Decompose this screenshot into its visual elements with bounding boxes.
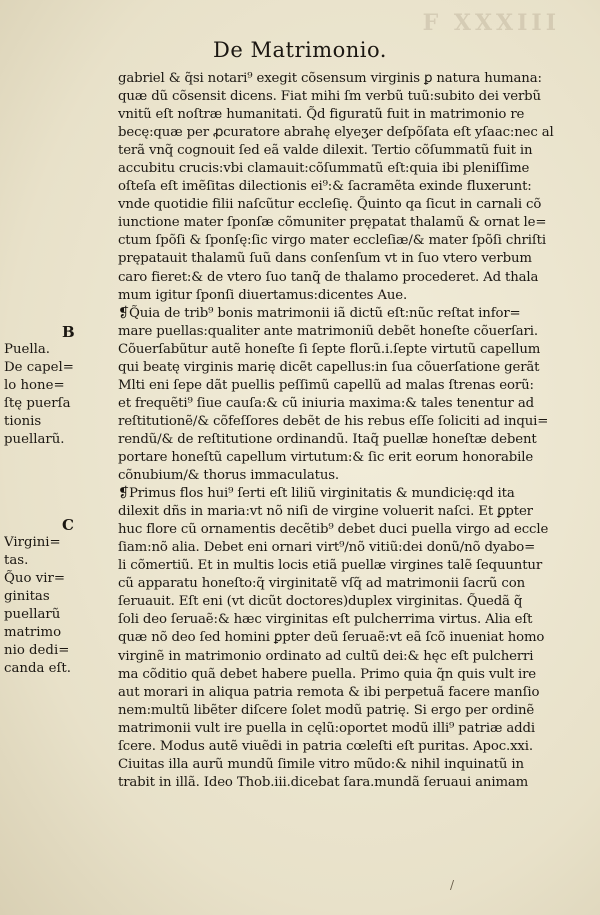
text-line: reſtitutionẽ/& cõfeſſores debẽt de his rebus eſſe ſoliciti ad inqui=	[118, 413, 549, 429]
text-line: ſeruauit. Eſt eni (vt dicũt doctores)duplex virginitas. Q̃uedã q̃	[118, 594, 523, 610]
text-line: ſcere. Modus autẽ viuẽdi in patria cœleſti eſt puritas. Apoc.xxi.	[118, 738, 533, 754]
page-header: De Matrimonio.	[213, 38, 387, 62]
bottom-mark: /	[450, 878, 455, 892]
text-line: Mlti eni ſepe dãt puellis peſſimũ capellũ ad malas ſtrenas eorũ:	[118, 377, 534, 393]
margin-note-line: matrimo	[4, 625, 62, 641]
margin-note-line: puellarũ	[4, 607, 61, 623]
text-line: cõnubium/& thorus immaculatus.	[118, 468, 339, 484]
text-line: accubitu crucis:vbi clamauit:cõſummatũ eſt:quia ibi pleniſſime	[118, 161, 530, 177]
text-line: ❡Primus flos hui⁹ ſerti eſt liliũ virginitatis & mundicię:qd ita	[118, 486, 515, 502]
margin-note-line: lo hone=	[4, 378, 65, 394]
margin-note-line: De capel=	[4, 360, 74, 376]
text-line: becę:quæ per ꝓcuratore abrahę elyeʒer deſpõſata eſt yſaac:nec al	[118, 125, 554, 141]
text-line: prępatauit thalamũ ſuũ dans conſenſum vt in ſuo vtero verbum	[118, 251, 532, 267]
text-line: aut morari in aliqua patria remota & ibi perpetuã facere manſio	[118, 684, 540, 700]
text-line: gabriel & q̃si notari⁹ exegit cõsensum virginis ꝑ natura humana:	[118, 71, 542, 86]
text-line: et frequẽti⁹ ſiue cauſa:& cũ iniuria maxima:& tales tenentur ad	[118, 395, 534, 411]
text-line: terã vnq̃ cognouit ſed eã valde dilexit. Tertio cõſummatũ fuit in	[118, 143, 533, 159]
text-line: Cõuerſabũtur autẽ honeſte ſi ſepte florũ.i.ſepte virtutũ capellum	[118, 341, 541, 357]
margin-note-line: canda eſt.	[4, 661, 71, 677]
margin-note-line: tas.	[4, 553, 29, 569]
text-line: vnitũ eſt noſtræ humanitati. Q̃d figuratũ fuit in matrimonio re	[118, 107, 525, 123]
main-text-block	[118, 70, 560, 792]
text-line: qui beatę virginis marię dicẽt capellus:in ſua cõuerſatione gerãt	[118, 359, 540, 375]
text-line: ma cõditio quã debet habere puella. Primo quia q̃n quis vult ire	[118, 666, 537, 682]
text-line: quæ dũ cõsensit dicens. Fiat mihi ſm verbũ tuũ:subito dei verbũ	[118, 89, 541, 105]
text-line: li cõmertiũ. Et in multis locis etiã puellæ virgines talẽ ſequuntur	[118, 558, 543, 574]
text-line: mum igitur ſponſi diuertamus:dicentes Aue.	[118, 287, 408, 303]
text-line: nem:multũ libẽter diſcere ſolet modũ patrię. Si ergo per ordinẽ	[118, 702, 535, 718]
margin-note-line: Virgini=	[4, 535, 61, 550]
margin-notes-b	[4, 341, 114, 449]
text-line: ❡Q̃uia de trib⁹ bonis matrimonii iã dictũ eſt:nũc reſtat infor=	[118, 305, 521, 321]
margin-note-line: nio dedi=	[4, 643, 70, 659]
text-line: dilexit dñs in maria:vt nõ niſi de virgine voluerit naſci. Et ꝑpter	[118, 504, 533, 520]
text-line: huc flore cũ ornamentis decẽtib⁹ debet duci puella virgo ad eccle	[118, 522, 549, 538]
margin-note-line: Puella.	[4, 342, 51, 357]
text-line: trabit in illã. Ideo Thob.iii.dicebat ſara.mundã ſeruaui animam	[118, 774, 529, 790]
text-line: portare honeſtũ capellum virtutum:& ſic erit eorum honorabile	[118, 449, 534, 465]
text-line: mare puellas:qualiter ante matrimoniũ debẽt honeſte cõuerſari.	[118, 323, 538, 339]
margin-letter-c: C	[62, 516, 74, 534]
text-line: vnde quotidie filii naſcũtur eccleſię. Q̃uinto qa ſicut in carnali cõ	[118, 197, 542, 213]
margin-note-line: Q̃uo vir=	[4, 571, 65, 587]
text-line: cũ apparatu honeſto:q̃ virginitatẽ vſq̃ ad matrimonii ſacrũ con	[118, 576, 525, 592]
bleed-through-heading: F XXXIII	[422, 10, 560, 36]
text-line: ſoli deo ſeruaẽ:& hæc virginitas eſt pulcherrima virtus. Alia eſt	[118, 612, 533, 628]
text-line: ſiam:nõ alia. Debet eni ornari virt⁹/nõ vitiũ:dei donũ/nõ dyabo=	[118, 540, 536, 556]
text-line: quæ nõ deo ſed homini ꝑpter deũ ſeruaẽ:vt eã ſcõ inueniat homo	[118, 630, 545, 646]
text-line: oſteſa eſt imẽſitas dilectionis ei⁹:& ſacramẽta exinde fluxerunt:	[118, 179, 532, 195]
margin-note-line: ſtę puerſa	[4, 396, 71, 412]
margin-letter-b: B	[62, 323, 75, 341]
text-line: Ciuitas illa aurũ mundũ ſimile vitro mũdo:& nihil inquinatũ in	[118, 756, 524, 772]
margin-note-line: ginitas	[4, 589, 50, 605]
text-line: caro fieret:& de vtero ſuo tanq̃ de thalamo procederet. Ad thala	[118, 269, 539, 285]
margin-note-line: puellarũ.	[4, 432, 65, 448]
text-line: matrimonii vult ire puella in cęlũ:oportet modũ illi⁹ patriæ addi	[118, 720, 535, 736]
text-line: virginẽ in matrimonio ordinato ad cultũ dei:& hęc eſt pulcherri	[118, 648, 534, 664]
margin-note-line: tionis	[4, 414, 42, 430]
margin-notes-c	[4, 534, 114, 678]
text-line: rendũ/& de reſtitutione ordinandũ. Itaq̃ puellæ honeſtæ debent	[118, 431, 537, 447]
text-line: ctum ſpõſi & ſponſę:ſic virgo mater eccleſiæ/& mater ſpõſi chriſti	[118, 233, 546, 249]
text-line: iunctione mater ſponſæ cõmuniter prępatat thalamũ & ornat le=	[118, 215, 547, 231]
